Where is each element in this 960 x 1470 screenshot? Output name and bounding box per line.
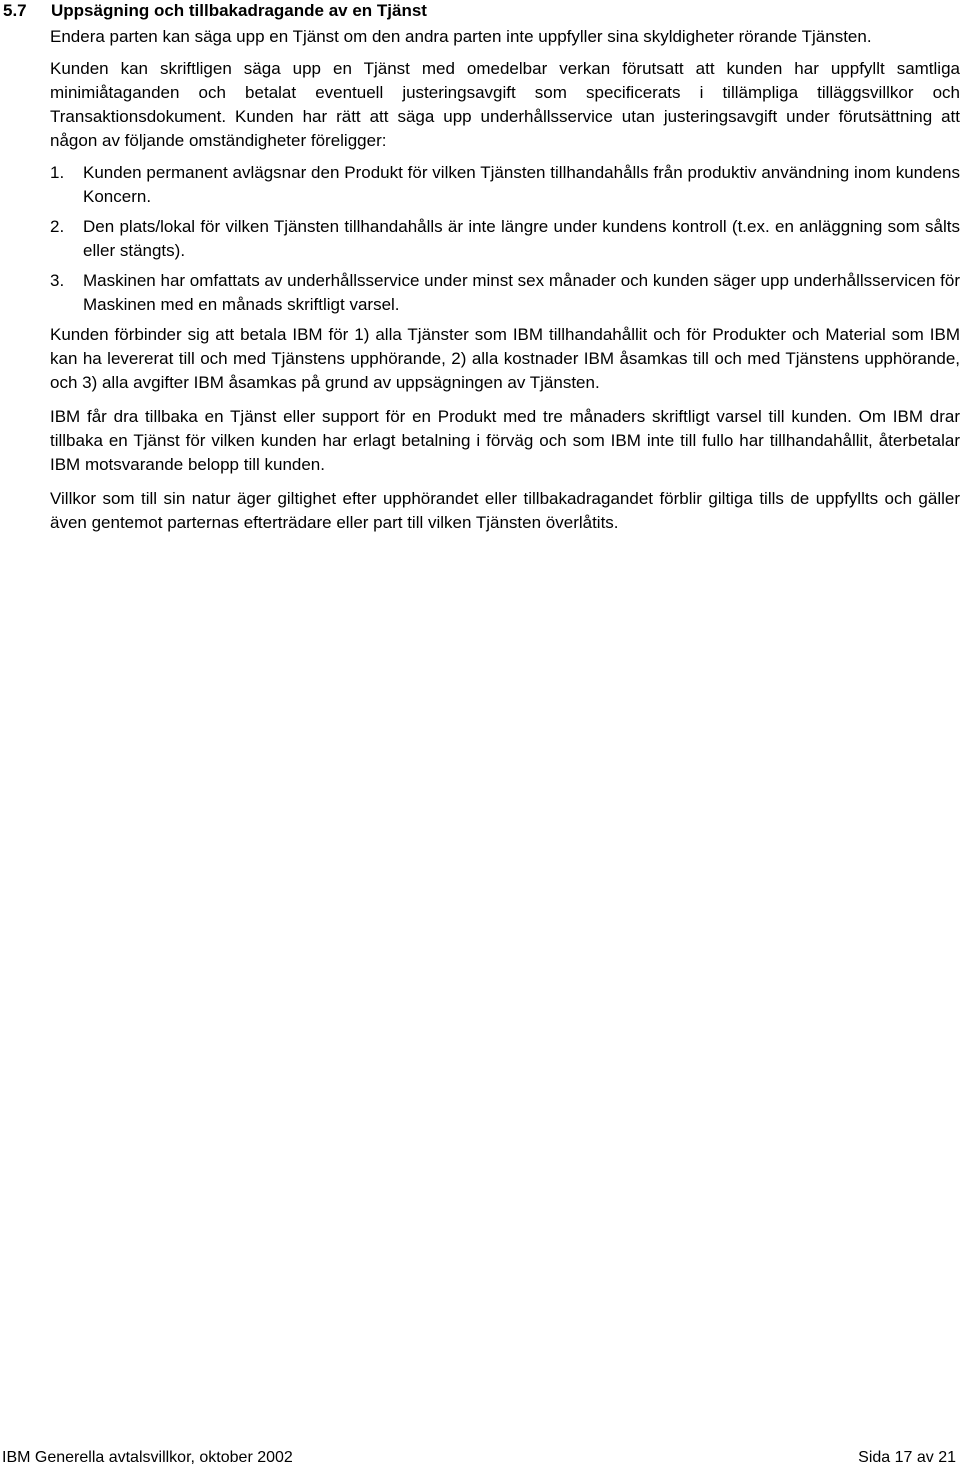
list-item: [50, 161, 960, 209]
termination-conditions-list: [50, 161, 960, 317]
section-title: Uppsägning och tillbakadragande av en Tjänst: [51, 1, 427, 20]
paragraph-payment-obligation: Kunden förbinder sig att betala IBM för 1) alla Tjänster som IBM tillhandahållit och för Produkter och Material som IBM kan ha levererat till och med Tjänstens upphörande, 2) alla kostnader IBM åsamkas till och med Tjänstens upphörande, och 3) alla avgifter IBM åsamkas på grund av uppsägningen av Tjänsten.: [50, 325, 960, 392]
list-item: [50, 269, 960, 317]
list-item-number: 3.: [50, 271, 65, 290]
list-item-number: 1.: [50, 163, 65, 182]
paragraph-ibm-withdrawal: IBM får dra tillbaka en Tjänst eller support för en Produkt med tre månaders skriftligt varsel till kunden. Om IBM drar tillbaka en Tjänst för vilken kunden har erlagt betalning i förväg och som IBM inte till fullo har tillhandahållit, återbetalar IBM motsvarande belopp till kunden.: [50, 407, 960, 474]
list-item-number: 2.: [50, 217, 65, 236]
paragraph-mutual-termination: Endera parten kan säga upp en Tjänst om den andra parten inte uppfyller sina skyldigheter rörande Tjänsten.: [50, 27, 872, 46]
list-item-text: Kunden permanent avlägsnar den Produkt för vilken Tjänsten tillhandahålls från produktiv användning inom kundens Koncern.: [83, 163, 960, 206]
section-heading: [3, 0, 427, 22]
section-number: 5.7: [3, 1, 27, 20]
list-item-text: Den plats/lokal för vilken Tjänsten tillhandahålls är inte längre under kundens kontroll (t.ex. en anläggning som sålts eller stängts).: [83, 217, 960, 260]
paragraph-survival-terms: Villkor som till sin natur äger giltighet efter upphörandet eller tillbakadragandet förblir giltiga tills de uppfyllts och gäller även gentemot parternas efterträdare eller part till vilken Tjänsten överlåtits.: [50, 489, 960, 532]
footer-page-number: Sida 17 av 21: [858, 1449, 956, 1466]
list-item: [50, 215, 960, 263]
paragraph-customer-termination: Kunden kan skriftligen säga upp en Tjänst med omedelbar verkan förutsatt att kunden har uppfyllt samtliga minimiåtaganden och betalat eventuell justeringsavgift som specificerats i tillämpliga tilläggsvillkor och Transaktionsdokument. Kunden har rätt att säga upp underhållsservice utan justeringsavgift under förutsättning att någon av följande omständigheter föreligger:: [50, 59, 960, 150]
section-body: [50, 25, 960, 545]
footer-document-title: IBM Generella avtalsvillkor, oktober 2002: [2, 1449, 293, 1466]
list-item-text: Maskinen har omfattats av underhållsservice under minst sex månader och kunden säger upp underhållsservicen för Maskinen med en månads skriftligt varsel.: [83, 271, 960, 314]
